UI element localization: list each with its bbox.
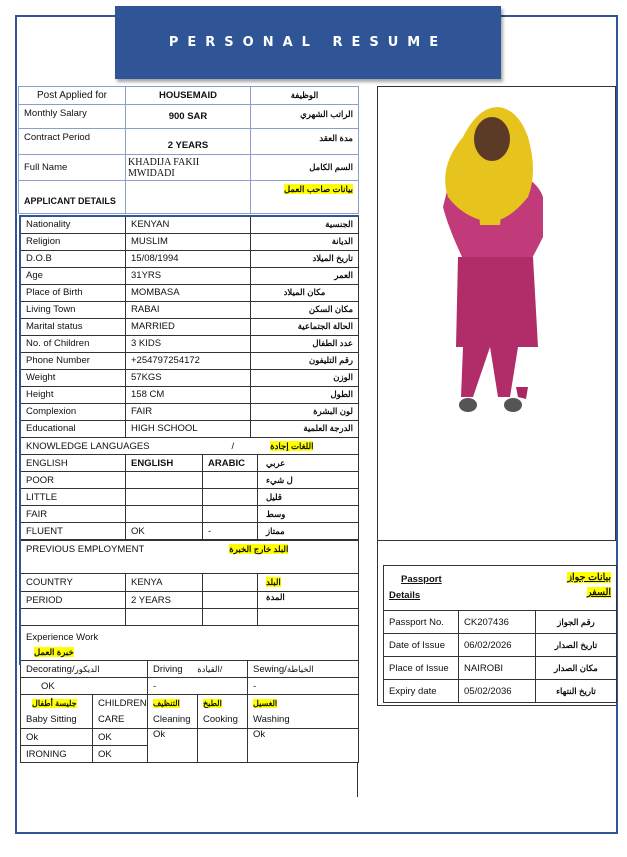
detail-ar: الوزن (251, 369, 359, 386)
empty-cell (203, 574, 258, 592)
passport-label: Passport No. (384, 611, 459, 634)
fullname-label: Full Name (19, 155, 126, 181)
baby-sitting-ar: جليسة أطفال (32, 698, 77, 708)
detail-ar: لون البشرة (251, 403, 359, 420)
prev-employment-title-ar: البلد خارج الخبرة (229, 544, 289, 554)
driving-value: - (148, 678, 248, 695)
experience-table (20, 660, 359, 763)
passport-label: Date of Issue (384, 634, 459, 657)
experience-title: Experience Work (26, 632, 99, 643)
table-row (21, 574, 359, 592)
job-info-table (18, 86, 359, 214)
country-value: KENYA (126, 574, 203, 592)
driving-label: Driving (153, 663, 183, 675)
lang-level: FAIR (21, 506, 126, 523)
detail-value: 57KGS (126, 369, 251, 386)
detail-ar: الحالة الجتماعية (251, 318, 359, 335)
detail-label: Marital status (21, 318, 126, 335)
detail-ar: مكان السكن (251, 301, 359, 318)
passport-title-ar-2: السفر (586, 587, 611, 598)
table-row (19, 87, 359, 105)
prev-employment-title: PREVIOUS EMPLOYMENT (26, 544, 145, 555)
detail-label: Age (21, 267, 126, 284)
slash: / (231, 440, 235, 452)
divider (19, 215, 21, 665)
lang-english: OK (126, 523, 203, 540)
fullname-value: KHADIJA FAKII MWIDADI (126, 155, 251, 181)
table-row (21, 250, 359, 267)
table-row (384, 611, 617, 634)
detail-value: MOMBASA (126, 284, 251, 301)
table-row (21, 472, 359, 489)
sewing-value: - (248, 678, 359, 695)
detail-label: Living Town (21, 301, 126, 318)
detail-label: Nationality (21, 216, 126, 233)
languages-title: KNOWLEDGE LANGUAGES (26, 440, 150, 452)
lang-header-arabic: ARABIC (203, 455, 258, 472)
table-row (19, 181, 359, 214)
table-row (21, 489, 359, 506)
detail-value: +254797254172 (126, 352, 251, 369)
passport-ar: تاريخ النتهاء (536, 680, 617, 703)
detail-ar: الدرجة العلمية (251, 420, 359, 437)
detail-value: 158 CM (126, 386, 251, 403)
lang-header-english: ENGLISH (126, 455, 203, 472)
passport-title-1: Passport (401, 574, 442, 585)
table-row (21, 661, 359, 678)
detail-label: Educational (21, 420, 126, 437)
lang-english (126, 472, 203, 489)
children-care-label-2: CARE (98, 713, 125, 725)
lang-arabic (203, 472, 258, 489)
passport-title-2: Details (389, 590, 421, 601)
empty-cell (258, 609, 359, 626)
post-ar: الوظيفة (251, 87, 359, 105)
table-row (21, 592, 359, 609)
ironing-value: OK (93, 746, 148, 763)
cooking-label: Cooking (203, 713, 238, 725)
lang-level-ar: وسط (258, 506, 359, 523)
detail-label: No. of Children (21, 335, 126, 352)
washing-ar: الغسيل (253, 698, 278, 708)
salary-value: 900 SAR (126, 105, 251, 129)
table-row (21, 369, 359, 386)
decorating-label: Decorating/ (26, 663, 75, 675)
decorating-value: OK (21, 678, 148, 695)
post-value: HOUSEMAID (126, 87, 251, 105)
table-row (21, 267, 359, 284)
fullname-ar: السم الكامل (251, 155, 359, 181)
table-row (21, 301, 359, 318)
detail-ar: رقم التليفون (251, 352, 359, 369)
table-row (384, 657, 617, 680)
previous-employment-table (20, 540, 359, 661)
applicant-details-heading: APPLICANT DETAILS (19, 181, 126, 214)
passport-value: NAIROBI (459, 657, 536, 680)
empty-cell (126, 181, 251, 214)
detail-label: Place of Birth (21, 284, 126, 301)
table-row (21, 455, 359, 472)
passport-title-ar-1: بيانات جواز (567, 572, 611, 583)
detail-ar: تاريخ الميلاد (251, 250, 359, 267)
table-row (21, 626, 359, 661)
detail-label: Height (21, 386, 126, 403)
applicant-photo (377, 86, 616, 541)
detail-value: MARRIED (126, 318, 251, 335)
detail-value: 15/08/1994 (126, 250, 251, 267)
contract-value: 2 YEARS (126, 129, 251, 155)
lang-level: POOR (21, 472, 126, 489)
cleaning-value: Ok (148, 729, 198, 763)
salary-label: Monthly Salary (19, 105, 126, 129)
lang-header-ar: عربي (258, 455, 359, 472)
table-row (21, 352, 359, 369)
detail-ar: مكان الميلاد (251, 284, 359, 301)
table-row (21, 335, 359, 352)
lang-arabic (203, 489, 258, 506)
cooking-ar: الطبخ (203, 698, 222, 708)
table-row (21, 216, 359, 233)
table-row (21, 506, 359, 523)
cooking-value (198, 729, 248, 763)
divider (357, 762, 358, 797)
baby-sitting-value: Ok (21, 729, 93, 746)
passport-label: Place of Issue (384, 657, 459, 680)
table-row (19, 129, 359, 155)
empty-cell (21, 609, 126, 626)
detail-value: MUSLIM (126, 233, 251, 250)
table-row (21, 386, 359, 403)
table-row (19, 105, 359, 129)
lang-arabic (203, 506, 258, 523)
table-row (21, 284, 359, 301)
period-value: 2 YEARS (126, 592, 203, 609)
title-banner (115, 6, 501, 79)
languages-title-ar: اللغات إجادة (270, 440, 314, 451)
period-label: PERIOD (21, 592, 126, 609)
detail-ar: عدد الطفال (251, 335, 359, 352)
washing-value: Ok (248, 729, 359, 763)
empty-cell (203, 592, 258, 609)
lang-english (126, 489, 203, 506)
detail-ar: الطول (251, 386, 359, 403)
passport-table (383, 565, 617, 703)
lang-level-ar: ل شيء (258, 472, 359, 489)
passport-ar: تاريخ الصدار (536, 634, 617, 657)
table-row (21, 233, 359, 250)
table-row (384, 680, 617, 703)
experience-title-ar: خبرة العمل (34, 647, 74, 657)
detail-label: Weight (21, 369, 126, 386)
post-label: Post Applied for (19, 87, 126, 105)
country-label: COUNTRY (21, 574, 126, 592)
detail-ar: العمر (251, 267, 359, 284)
country-ar: البلد (266, 577, 281, 587)
passport-value: CK207436 (459, 611, 536, 634)
washing-label: Washing (253, 713, 290, 725)
table-row (21, 695, 359, 729)
baby-sitting-label: Baby Sitting (26, 713, 77, 725)
salary-ar: الراتب الشهري (251, 105, 359, 129)
table-row (19, 155, 359, 181)
detail-value: 31YRS (126, 267, 251, 284)
decorating-ar: الديكور (74, 663, 100, 674)
lang-english (126, 506, 203, 523)
page-title: PERSONAL RESUME (168, 35, 448, 50)
detail-label: Religion (21, 233, 126, 250)
cleaning-label: Cleaning (153, 713, 191, 725)
table-row (21, 541, 359, 574)
sewing-label: Sewing/ (253, 663, 287, 675)
lang-level: FLUENT (21, 523, 126, 540)
table-row (21, 523, 359, 540)
detail-ar: الديانة (251, 233, 359, 250)
applicant-details-table (20, 215, 359, 438)
detail-value: 3 KIDS (126, 335, 251, 352)
detail-ar: الجنسية (251, 216, 359, 233)
cleaning-ar: التنظيف (153, 698, 180, 708)
ironing-label: IRONING (21, 746, 93, 763)
table-row (384, 566, 617, 611)
lang-level-ar: ممتاز (258, 523, 359, 540)
person-photo-icon (378, 87, 615, 540)
passport-value: 05/02/2036 (459, 680, 536, 703)
table-row (384, 634, 617, 657)
detail-label: Phone Number (21, 352, 126, 369)
passport-ar: مكان الصدار (536, 657, 617, 680)
detail-value: FAIR (126, 403, 251, 420)
table-row (21, 318, 359, 335)
children-care-value: OK (93, 729, 148, 746)
sewing-ar: الخياطة (286, 663, 314, 674)
table-row (21, 678, 359, 695)
period-ar: المدة (258, 592, 359, 609)
table-row (21, 609, 359, 626)
lang-level-ar: قليل (258, 489, 359, 506)
empty-cell (126, 609, 203, 626)
lang-level: LITTLE (21, 489, 126, 506)
table-row (21, 403, 359, 420)
passport-value: 06/02/2026 (459, 634, 536, 657)
passport-label: Expiry date (384, 680, 459, 703)
children-care-label-1: CHILDREN (98, 697, 147, 709)
contract-label: Contract Period (19, 129, 126, 155)
applicant-details-ar: بيانات صاحب العمل (283, 184, 353, 194)
table-row (21, 420, 359, 437)
languages-table (20, 437, 359, 540)
contract-ar: مدة العقد (251, 129, 359, 155)
table-row (21, 438, 359, 455)
table-row (21, 729, 359, 746)
driving-ar: القيادة/ (197, 663, 223, 674)
detail-label: D.O.B (21, 250, 126, 267)
passport-ar: رقم الجواز (536, 611, 617, 634)
detail-label: Complexion (21, 403, 126, 420)
detail-value: KENYAN (126, 216, 251, 233)
lang-arabic: - (203, 523, 258, 540)
detail-value: HIGH SCHOOL (126, 420, 251, 437)
empty-cell (203, 609, 258, 626)
detail-value: RABAI (126, 301, 251, 318)
lang-header-label: ENGLISH (21, 455, 126, 472)
